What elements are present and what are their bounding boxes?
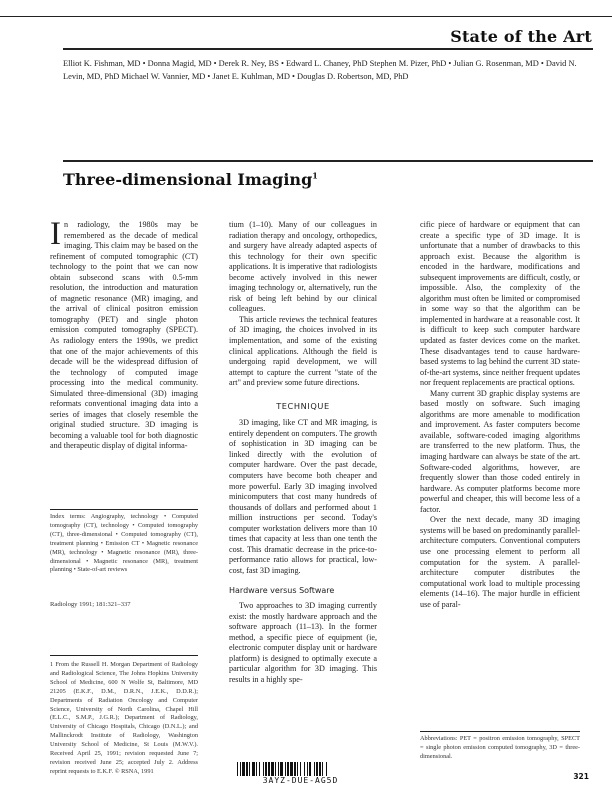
barcode-bar bbox=[280, 762, 283, 776]
barcode-bar bbox=[304, 762, 305, 776]
barcode-bar bbox=[300, 762, 301, 776]
paragraph: tium (1–10). Many of our colleagues in radiation therapy and oncology, orthopedics, and surgery have already adapted aspects of this technology for their own specific applications. It is imperative that radiologists become actively involved in this newer imaging technology or, alternatively, run the risk of being left behind by our clinical colleagues. bbox=[229, 220, 377, 314]
title-rule bbox=[63, 160, 593, 162]
index-terms: Index terms: Angiography, technology • Computed tomography (CT), technology • Computed tomography (CT), three-dimensional • Computed tomography (CT), treatment planning • Emission CT • Magnetic resonance (MR), technology • Magnetic resonance (MR), three-dimensional • Magnetic resonance (MR), treatment planning • State-of-art reviews bbox=[50, 513, 198, 574]
barcode-bar bbox=[252, 762, 255, 776]
section-heading-technique: TECHNIQUE bbox=[276, 400, 330, 411]
column-1 bbox=[50, 216, 198, 452]
barcode-bar bbox=[271, 762, 274, 776]
title-footnote-mark: 1 bbox=[312, 170, 318, 181]
barcode-bar bbox=[326, 762, 327, 776]
index-terms-rule bbox=[50, 509, 198, 510]
paragraph: Many current 3D graphic display systems are based mostly on software. Such imaging algorithms are more amenable to modification and improvement. As faster computers become available, software-coded imaging algorithms are transferred to the new platform. Thus, the imaging hardware can always be state of the art. Software-coded algorithms, however, are frequently slower than those coded entirely in hardware. As computer platforms become more powerful and cheaper, this will become less of a factor. bbox=[420, 388, 580, 514]
barcode-bar bbox=[307, 762, 308, 776]
paragraph: Two approaches to 3D imaging currently exist: the mostly hardware approach and the software approach (11–13). In the former method, a specific piece of equipment (ie, electronic computer display unit or hardware platform) is designed to optimally execute a particular algorithm for 3D imaging. This results in a highly spe- bbox=[229, 601, 377, 684]
barcode-bar bbox=[322, 762, 323, 776]
barcode-bar bbox=[237, 762, 238, 776]
barcode-bar bbox=[246, 762, 248, 776]
barcode-bar bbox=[314, 762, 315, 776]
citation-line: Radiology 1991; 181:321–337 bbox=[50, 601, 131, 608]
paragraph: This article reviews the technical features of 3D imaging, the choices involved in its implementation, and some of the existing clinical applications. Although the field is undergoing rapid development, we will attempt to capture the current "state of the art" and preview some future directions. bbox=[229, 314, 377, 388]
barcode-bar bbox=[278, 762, 279, 776]
barcode-bar bbox=[294, 762, 296, 776]
barcode-bar bbox=[256, 762, 257, 776]
footnote-rule bbox=[50, 655, 198, 656]
barcode-bar bbox=[316, 762, 318, 776]
intro-text: n radiology, the 1980s may be remembered as the decade of medical imaging. This claim may be based on the refinement of computed tomographic (CT) technology to the point that we can now obtain subsecond scans with 0.5-mm resolution, the introduction and maturation of magnetic resonance (MR) imaging, and the arrival of clinical positron emission tomography (PET) and single photon emission computed tomography (SPECT). As radiology enters the 1990s, we predict that one of the major achievements of this decade will be the widespread diffusion of the technology of computed image processing into the medical community. Simulated three-dimensional (3D) imaging reformats conventional imaging data into a series of images that closely resemble the original studied structure. 3D imaging is becoming a valuable tool for both diagnostic and therapeutic display of digital informa- bbox=[50, 220, 198, 451]
barcode-bar bbox=[285, 762, 286, 776]
header-rule bbox=[63, 48, 593, 50]
drop-cap: I bbox=[50, 216, 61, 252]
barcode-bar bbox=[268, 762, 270, 776]
barcode-code: 3AYZ-DUE-AG5D bbox=[262, 776, 339, 785]
barcode-bar bbox=[275, 762, 276, 776]
abbreviations-note: Abbreviations: PET = positron emission tomography, SPECT = single photon emission computed tomography, 3D = three-dimensional. bbox=[420, 735, 580, 760]
barcode-bar bbox=[297, 762, 298, 776]
barcode-bar bbox=[287, 762, 289, 776]
abbreviations-rule bbox=[420, 731, 580, 732]
barcode-bar bbox=[290, 762, 293, 776]
subheading-hardware-software: Hardware versus Software bbox=[229, 585, 335, 595]
barcode-bar bbox=[263, 762, 264, 776]
paper-title bbox=[63, 170, 318, 189]
paragraph: cific piece of hardware or equipment that can create a specific type of 3D image. It is unfortunate that a number of drawbacks to this approach exist. Because the algorithm is encoded in the hardware, modifications and subsequent improvements are difficult, costly, or impossible. Also, the complexity of the algorithm must often be limited or compromised in some way so that the algorithm can be implemented in hardware at a reasonable cost. It is difficult to keep such computer hardware updated as faster devices come on the market. These disadvantages tend to cause hardware-based systems to lag behind the current 3D state-of-the-art systems, since neither frequent updates nor frequent replacements are practical options. bbox=[420, 220, 580, 388]
barcode-bar bbox=[249, 762, 250, 776]
column-2 bbox=[229, 220, 377, 685]
barcode-bar bbox=[319, 762, 321, 776]
author-list: Elliot K. Fishman, MD • Donna Magid, MD • Derek R. Ney, BS • Edward L. Chaney, PhD Stephen M. Pizer, PhD • Julian G. Rosenman, MD • David N. Levin, MD, PhD Michael W. Vannier, MD • Janet E. Kuhlman, MD • Douglas D. Robertson, MD, PhD bbox=[63, 59, 577, 81]
barcode-bar bbox=[242, 762, 245, 776]
column-3 bbox=[420, 220, 580, 610]
section-title: State of the Art bbox=[450, 27, 592, 46]
barcode-bar bbox=[240, 762, 241, 776]
barcode-icon bbox=[237, 762, 364, 776]
paragraph: 3D imaging, like CT and MR imaging, is entirely dependent on computers. The growth of sophistication in 3D imaging can be linked directly with the evolution of computer hardware. Over the past decade, computers have become both cheaper and more powerful. Early 3D imaging involved minicomputers that cost many hundreds of thousands of dollars and performed about 1 million instructions per second. Today's computer workstation delivers more than 10 times that capacity at less than one tenth the cost. This dramatic decrease in the price-to-performance ratio allows for practical, low-cost, fast 3D imaging. bbox=[229, 418, 377, 575]
barcode-bar bbox=[265, 762, 267, 776]
intro-paragraph bbox=[50, 216, 198, 452]
paragraph: Over the next decade, many 3D imaging systems will be based on predominantly parallel-architecture computers. Conventional computers use one processing element to perform all computation for the system. A parallel-architecture computer distributes the computational work load to multiple processing elements (14–16). The major hurdle in efficient use of paral- bbox=[420, 515, 580, 609]
header-rule-top bbox=[0, 16, 612, 17]
paper-title-text: Three-dimensional Imaging bbox=[63, 170, 313, 189]
page-number: 321 bbox=[573, 772, 589, 781]
barcode-bar bbox=[309, 762, 311, 776]
affiliation-footnote: 1 From the Russell H. Morgan Department of Radiology and Radiological Science, The Johns Hopkins University School of Medicine, 600 N Wolfe St, Baltimore, MD 21205 (E.K.F., D.M., D.R.N., J.E.K., D.D.R.); Departments of Radiation Oncology and Computer Science, University of North Carolina, Chapel Hill (E.L.C., S.M.P., J.G.R.); Department of Radiology, University of Chicago Hospitals, Chicago (D.N.L.); and Mallinckrodt Institute of Radiology, Washington University School of Medicine, St Louis (M.W.V.). Received April 25, 1991; revision requested June 7; revision received June 25; accepted July 2. Address reprint requests to E.K.F. © RSNA, 1991 bbox=[50, 661, 198, 775]
barcode-bar bbox=[259, 762, 260, 776]
